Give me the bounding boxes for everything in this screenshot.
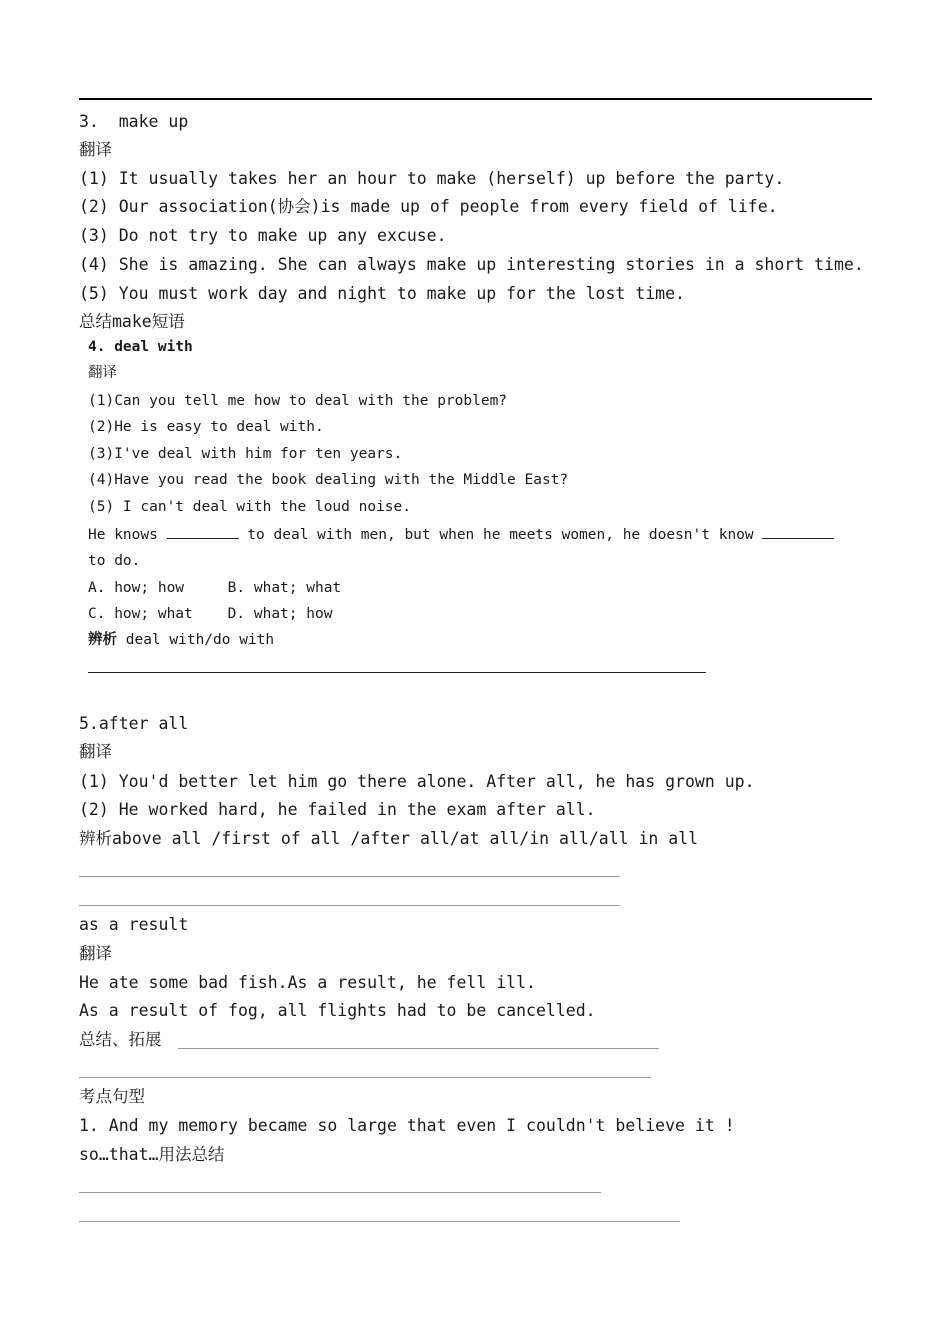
- section-heading-deal-with: 4. deal with: [88, 339, 193, 355]
- section-heading-as-a-result: as a result: [79, 915, 189, 934]
- fill-in-question: [88, 524, 834, 545]
- key-patterns-heading: 考点句型: [79, 1087, 145, 1106]
- question-part: to deal with men, but when he meets women, he doesn't know: [247, 527, 754, 543]
- example-sentence: (4)Have you read the book dealing with the Middle East?: [88, 472, 569, 488]
- example-sentence: (1) It usually takes her an hour to make (herself) up before the party.: [79, 169, 785, 188]
- answer-blank: [762, 524, 834, 539]
- distinguish-line: 辨析above all /first of all /after all/at all/in all/all in all: [79, 829, 699, 848]
- answer-line: [178, 1048, 659, 1049]
- example-sentence: (2) He worked hard, he failed in the exam after all.: [79, 800, 596, 819]
- example-sentence: (3) Do not try to make up any excuse.: [79, 226, 447, 245]
- distinguish-line: [88, 630, 274, 650]
- answer-blank: [167, 524, 239, 539]
- distinguish-text: deal with/do with: [117, 632, 275, 648]
- answer-line: [88, 672, 706, 673]
- translate-label: 翻译: [88, 365, 117, 381]
- answer-line: [79, 1077, 651, 1078]
- summary-label: 总结make短语: [79, 312, 185, 331]
- translate-label: 翻译: [79, 944, 112, 963]
- question-part: He knows: [88, 527, 158, 543]
- answer-line: [79, 876, 620, 877]
- answer-line: [79, 1192, 601, 1193]
- translate-label: 翻译: [79, 140, 112, 159]
- example-sentence: 1. And my memory became so large that even I couldn't believe it !: [79, 1116, 735, 1135]
- section-heading-after-all: 5.after all: [79, 714, 189, 733]
- answer-options: A. how; how B. what; what: [88, 580, 342, 596]
- question-part: to do.: [88, 553, 141, 569]
- example-sentence: As a result of fog, all flights had to be cancelled.: [79, 1001, 596, 1020]
- example-sentence: (1)Can you tell me how to deal with the problem?: [88, 393, 508, 409]
- example-sentence: He ate some bad fish.As a result, he fell ill.: [79, 973, 536, 992]
- summary-label: 总结、拓展: [79, 1030, 162, 1049]
- example-sentence: (5) I can't deal with the loud noise.: [88, 499, 412, 515]
- example-sentence: (3)I've deal with him for ten years.: [88, 446, 403, 462]
- example-sentence: (4) She is amazing. She can always make up interesting stories in a short time.: [79, 255, 864, 274]
- translate-label: 翻译: [79, 742, 112, 761]
- section-heading-make-up: 3. make up: [79, 112, 189, 131]
- example-sentence: (2)He is easy to deal with.: [88, 419, 324, 435]
- answer-line: [79, 1221, 680, 1222]
- usage-summary-label: so…that…用法总结: [79, 1145, 225, 1164]
- example-sentence: (5) You must work day and night to make up for the lost time.: [79, 284, 685, 303]
- answer-line: [79, 905, 620, 906]
- example-sentence: (1) You'd better let him go there alone. After all, he has grown up.: [79, 772, 755, 791]
- top-rule: [79, 98, 872, 100]
- distinguish-label: 辨析: [88, 632, 117, 648]
- answer-options: C. how; what D. what; how: [88, 606, 333, 622]
- example-sentence: (2) Our association(协会)is made up of people from every field of life.: [79, 197, 778, 216]
